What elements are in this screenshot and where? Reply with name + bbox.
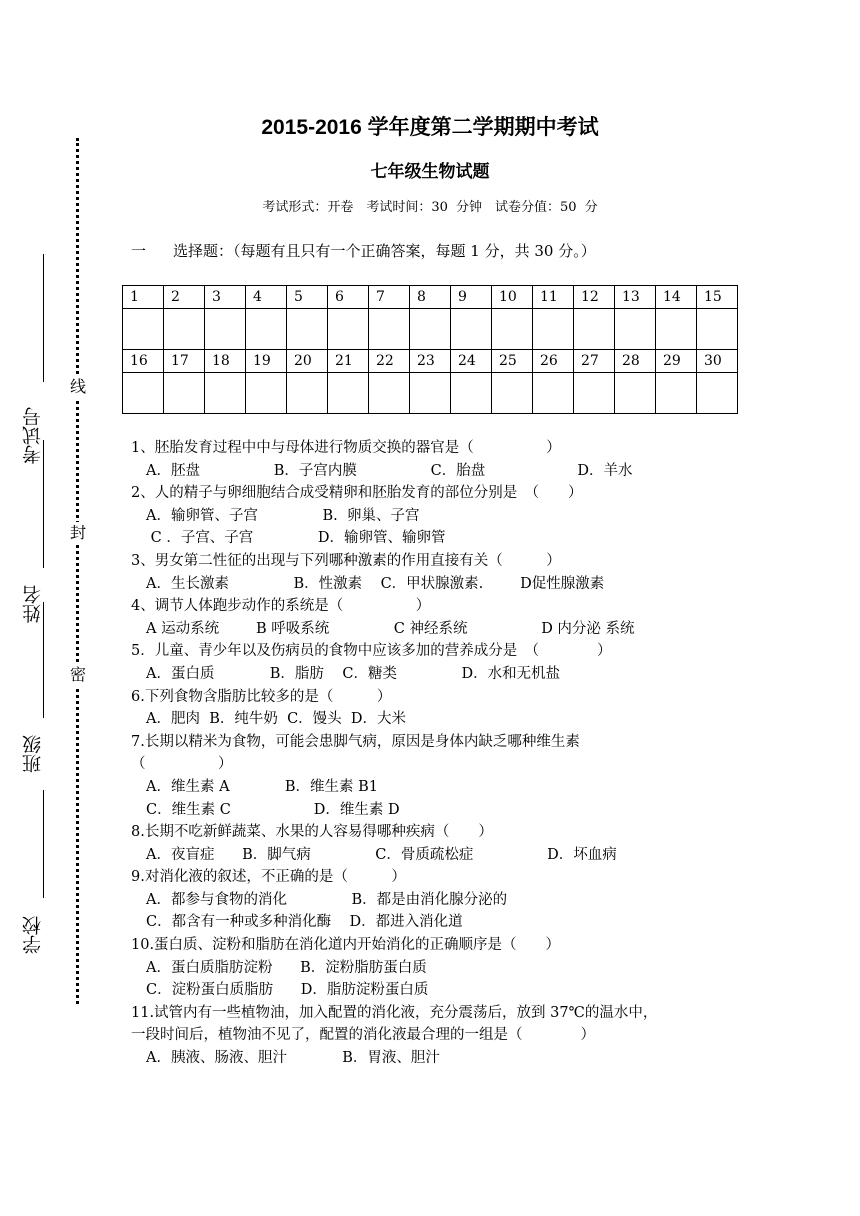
bind-word-xian: 线 (69, 377, 86, 396)
question-options: A．蛋白质脂肪淀粉 B．淀粉脂肪蛋白质 (146, 959, 427, 976)
grid-number-cell: 17 (164, 350, 205, 373)
grid-answer-cell[interactable] (246, 309, 287, 350)
page-subtitle: 七年级生物试题 (370, 162, 490, 182)
question-stem: 2、人的精子与卵细胞结合成受精卵和胚胎发育的部位分别是 （ ） (131, 485, 583, 502)
grid-number-cell: 3 (205, 286, 246, 309)
grid-number-cell: 15 (697, 286, 738, 309)
grid-number-cell: 24 (451, 350, 492, 373)
grid-number-cell: 19 (246, 350, 287, 373)
option-line (131, 911, 741, 934)
grid-number-cell: 26 (533, 350, 574, 373)
bind-word-feng: 封 (69, 523, 86, 542)
grid-answer-cell[interactable] (328, 373, 369, 414)
answer-grid-answer-row-1 (123, 309, 738, 350)
grid-number-cell: 9 (451, 286, 492, 309)
grid-answer-cell[interactable] (656, 309, 697, 350)
grid-number-cell: 23 (410, 350, 451, 373)
grid-number-cell: 6 (328, 286, 369, 309)
question-stem: 1、胚胎发育过程中中与母体进行物质交换的器官是（ ） (131, 440, 561, 456)
grid-answer-cell[interactable] (369, 373, 410, 414)
option-line (131, 663, 741, 686)
grid-number-cell: 13 (615, 286, 656, 309)
page-title: 2015-2016 学年度第二学期期中考试 (261, 116, 599, 139)
option-line (131, 1047, 741, 1070)
answer-grid-number-row-1 (123, 286, 738, 309)
grid-answer-cell[interactable] (205, 373, 246, 414)
question-stem-continued: （ ） (131, 756, 233, 773)
grid-number-cell: 5 (287, 286, 328, 309)
grid-number-cell: 30 (697, 350, 738, 373)
grid-number-cell: 16 (123, 350, 164, 373)
section-number: 一 (131, 242, 147, 260)
grid-number-cell: 27 (574, 350, 615, 373)
question-options: A．生长激素 B．性激素 C．甲状腺激素. D促性腺激素 (146, 575, 605, 592)
answer-grid (122, 285, 738, 414)
option-line (131, 573, 741, 596)
grid-number-cell: 10 (492, 286, 533, 309)
question-options: A．夜盲症 B．脚气病 C．骨质疏松症 D．坏血病 (146, 846, 617, 863)
option-line (131, 799, 741, 822)
field-line-name[interactable] (43, 440, 44, 568)
grid-answer-cell[interactable] (369, 309, 410, 350)
question-stem: 7.长期以精米为食物，可能会患脚气病，原因是身体内缺乏哪种维生素 (131, 733, 580, 750)
grid-answer-cell[interactable] (615, 309, 656, 350)
grid-number-cell: 14 (656, 286, 697, 309)
section-instructions: 选择题：（每题有且只有一个正确答案，每题 1 分，共 30 分。） (173, 242, 596, 260)
question-stem: 9.对消化液的叙述，不正确的是（ ） (131, 869, 406, 886)
grid-number-cell: 22 (369, 350, 410, 373)
grid-answer-cell[interactable] (615, 373, 656, 414)
answer-grid-number-row-2 (123, 350, 738, 373)
grid-answer-cell[interactable] (451, 309, 492, 350)
field-label-name: 姓名 (22, 585, 44, 623)
question-stem-continued: 一段时间后，植物油不见了，配置的消化液最合理的一组是（ ） (131, 1027, 595, 1044)
grid-number-cell: 4 (246, 286, 287, 309)
question-options: C．都含有一种或多种消化酶 D．都进入消化道 (146, 914, 463, 931)
binding-dotted-line (76, 138, 79, 1004)
question-options: A．蛋白质 B．脂肪 C．糖类 D．水和无机盐 (146, 665, 561, 682)
grid-answer-cell[interactable] (533, 373, 574, 414)
option-line (131, 957, 741, 980)
grid-answer-cell[interactable] (287, 373, 328, 414)
question-options: A．维生素 A B．维生素 B1 (146, 778, 379, 795)
option-line (131, 979, 741, 1002)
option-line (131, 708, 741, 731)
field-label-class: 班级 (22, 735, 44, 773)
question-options: A 运动系统 B 呼吸系统 C 神经系统 D 内分泌 系统 (146, 620, 635, 637)
question-options: C ．子宫、子宫 D．输卵管、输卵管 (146, 530, 446, 547)
bind-word-mi: 密 (69, 665, 86, 684)
field-line-class[interactable] (43, 602, 44, 718)
grid-number-cell: 7 (369, 286, 410, 309)
field-label-school: 学校 (22, 916, 44, 954)
grid-number-cell: 18 (205, 350, 246, 373)
question-stem: 4、调节人体跑步动作的系统是（ ） (131, 598, 431, 615)
grid-number-cell: 20 (287, 350, 328, 373)
grid-answer-cell[interactable] (574, 309, 615, 350)
section-heading (131, 240, 596, 262)
question-options: A．肥肉 B．纯牛奶 C．馒头 D．大米 (146, 711, 407, 728)
grid-number-cell: 12 (574, 286, 615, 309)
grid-answer-cell[interactable] (164, 373, 205, 414)
question-options: A．都参与食物的消化 B．都是由消化腺分泌的 (146, 891, 508, 908)
grid-answer-cell[interactable] (246, 373, 287, 414)
field-label-exam-number: 考试号 (22, 407, 44, 465)
grid-number-cell: 8 (410, 286, 451, 309)
grid-answer-cell[interactable] (451, 373, 492, 414)
grid-number-cell: 25 (492, 350, 533, 373)
grid-number-cell: 2 (164, 286, 205, 309)
question-stem: 11.试管内有一些植物油，加入配置的消化液，充分震荡后，放到 37℃的温水中， (131, 1004, 658, 1021)
field-line-exam-number[interactable] (43, 254, 44, 382)
grid-number-cell: 29 (656, 350, 697, 373)
grid-answer-cell[interactable] (410, 309, 451, 350)
grid-answer-cell[interactable] (123, 373, 164, 414)
grid-answer-cell[interactable] (164, 309, 205, 350)
grid-answer-cell[interactable] (697, 373, 738, 414)
grid-answer-cell[interactable] (492, 309, 533, 350)
option-line (131, 527, 741, 550)
question-options: A．胰液、肠液、胆汁 B．胃液、胆汁 (146, 1050, 440, 1067)
grid-answer-cell[interactable] (205, 309, 246, 350)
question-stem: 3、男女第二性征的出现与下列哪种激素的作用直接有关（ ） (131, 552, 561, 569)
exam-info: 考试形式：开卷 考试时间：30 分钟 试卷分值：50 分 (262, 200, 598, 215)
question-stem: 5．儿童、青少年以及伤病员的食物中应该多加的营养成分是 （ ） (131, 643, 612, 660)
option-line (131, 889, 741, 912)
grid-answer-cell[interactable] (328, 309, 369, 350)
question-options: A．输卵管、子宫 B. 卵巢、子宫 (146, 507, 420, 524)
question-options: A．胚盘 B．子宫内膜 C．胎盘 D．羊水 (146, 462, 633, 479)
grid-answer-cell[interactable] (574, 373, 615, 414)
grid-number-cell: 21 (328, 350, 369, 373)
option-line (131, 505, 741, 528)
grid-answer-cell[interactable] (492, 373, 533, 414)
grid-answer-cell[interactable] (697, 309, 738, 350)
grid-answer-cell[interactable] (656, 373, 697, 414)
grid-number-cell: 1 (123, 286, 164, 309)
question-stem: 10.蛋白质、淀粉和脂肪在消化道内开始消化的正确顺序是（ ） (131, 937, 561, 954)
option-line (131, 844, 741, 867)
question-options: C．维生素 C D．维生素 D (146, 801, 400, 818)
question-options: C．淀粉蛋白质脂肪 D．脂肪淀粉蛋白质 (146, 982, 429, 999)
grid-answer-cell[interactable] (410, 373, 451, 414)
grid-number-cell: 11 (533, 286, 574, 309)
grid-number-cell: 28 (615, 350, 656, 373)
question-stem: 8.长期不吃新鲜蔬菜、水果的人容易得哪种疾病（ ） (131, 824, 493, 841)
answer-grid-answer-row-2 (123, 373, 738, 414)
option-line (131, 776, 741, 799)
field-line-school[interactable] (43, 790, 44, 898)
question-list (131, 437, 741, 1070)
grid-answer-cell[interactable] (123, 309, 164, 350)
grid-answer-cell[interactable] (533, 309, 574, 350)
question-stem: 6.下列食物含脂肪比较多的是（ ） (131, 688, 392, 705)
option-line (131, 618, 741, 641)
option-line (131, 460, 741, 483)
grid-answer-cell[interactable] (287, 309, 328, 350)
